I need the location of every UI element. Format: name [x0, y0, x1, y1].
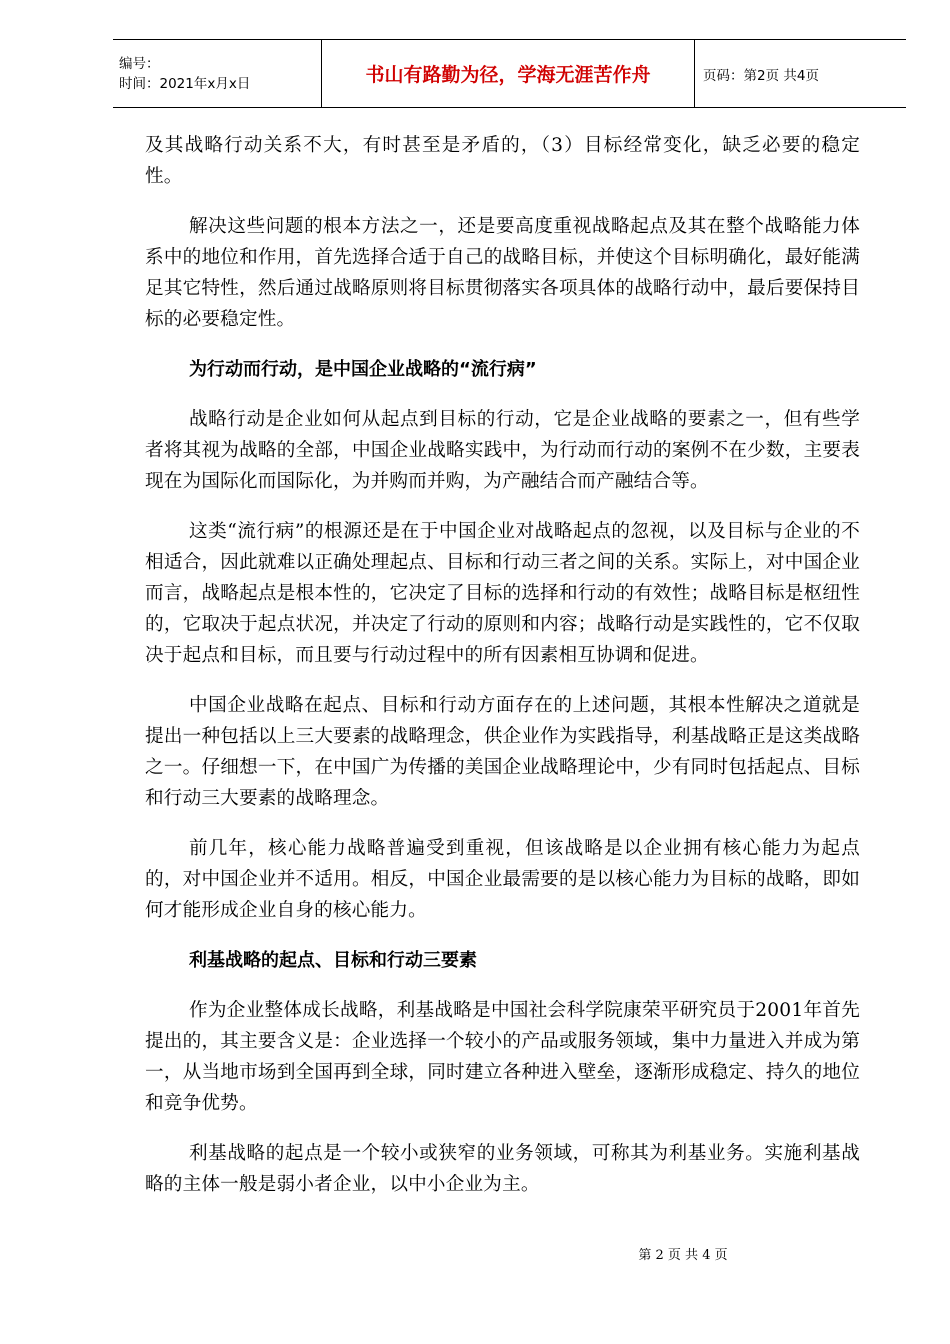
body-paragraph: 这类“流行病”的根源还是在于中国企业对战略起点的忽视，以及目标与企业的不相适合，因此就难以正确处理起点、目标和行动三者之间的关系。实际上，对中国企业而言，战略起点是根本性的，它决定了目标的选择和行动的有效性；战略目标是枢纽性的，它取决于起点状况，并决定了行动的原则和内容；战略行动是实践性的，它不仅取决于起点和目标，而且要与行动过程中的所有因素相互协调和促进。 — [145, 521, 860, 666]
body-paragraph: 利基战略的起点是一个较小或狭窄的业务领域，可称其为利基业务。实施利基战略的主体一般是弱小者企业，以中小企业为主。 — [145, 1143, 860, 1195]
header-motto: 书山有路勤为径，学海无涯苦作舟 — [322, 40, 695, 108]
body-paragraph: 及其战略行动关系不大，有时甚至是矛盾的，（3）目标经常变化，缺乏必要的稳定性。 — [145, 135, 860, 187]
header-time-label: 时间：2021年x月x日 — [119, 75, 251, 92]
section-heading: 为行动而行动，是中国企业战略的“流行病” — [189, 359, 537, 380]
document-body — [145, 130, 860, 1219]
body-paragraph: 解决这些问题的根本方法之一，还是要高度重视战略起点及其在整个战略能力体系中的地位和作用，首先选择合适于自己的战略目标，并使这个目标明确化，最好能满足其它特性，然后通过战略原则将目标贯彻落实各项具体的战略行动中，最后要保持目标的必要稳定性。 — [145, 216, 860, 330]
footer-page-number: 第 2 页 共 4 页 — [638, 1248, 728, 1263]
body-paragraph: 前几年，核心能力战略普遍受到重视，但该战略是以企业拥有核心能力为起点的，对中国企业并不适用。相反，中国企业最需要的是以核心能力为目标的战略，即如何才能形成企业自身的核心能力。 — [145, 838, 860, 921]
body-paragraph: 战略行动是企业如何从起点到目标的行动，它是企业战略的要素之一，但有些学者将其视为战略的全部，中国企业战略实践中，为行动而行动的案例不在少数，主要表现在为国际化而国际化，为并购而并购，为产融结合而产融结合等。 — [145, 409, 860, 492]
header-meta — [113, 40, 322, 108]
body-paragraph: 作为企业整体成长战略，利基战略是中国社会科学院康荣平研究员于2001年首先提出的，其主要含义是：企业选择一个较小的产品或服务领域，集中力量进入并成为第一，从当地市场到全国再到全球，同时建立各种进入壁垒，逐渐形成稳定、持久的地位和竞争优势。 — [145, 1000, 860, 1114]
body-paragraph: 中国企业战略在起点、目标和行动方面存在的上述问题，其根本性解决之道就是提出一种包括以上三大要素的战略理念，供企业作为实践指导，利基战略正是这类战略之一。仔细想一下，在中国广为传播的美国企业战略理论中，少有同时包括起点、目标和行动三大要素的战略理念。 — [145, 695, 860, 809]
section-heading: 利基战略的起点、目标和行动三要素 — [189, 950, 477, 971]
page-footer — [0, 1244, 950, 1263]
header-number-label: 编号： — [119, 55, 160, 72]
header-page-label: 页码：第2页 共4页 — [695, 40, 907, 108]
page-header — [113, 39, 906, 108]
